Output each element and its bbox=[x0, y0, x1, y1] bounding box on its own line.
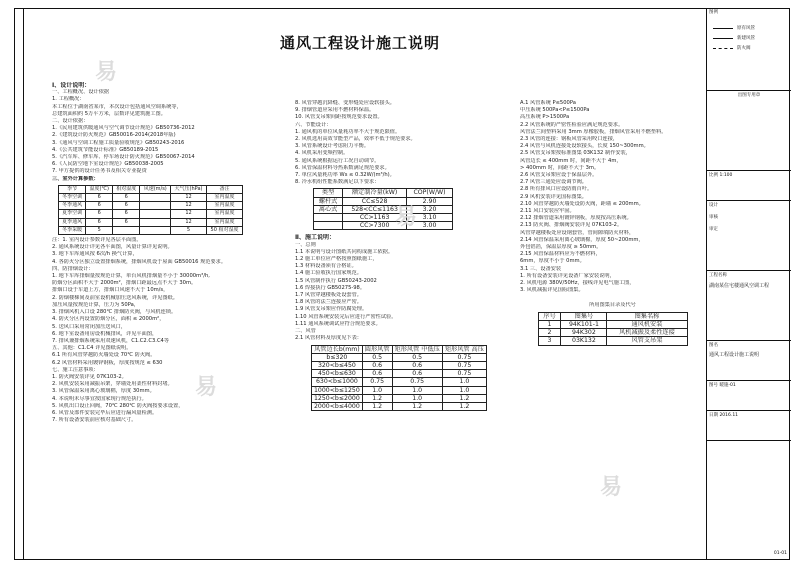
text-line: 防烟分区面积不大于 2000m²，排烟口距最远点不大于 30m。 bbox=[52, 280, 197, 287]
text-line: 6.1 所有风管穿越防火墙处设 70℃ 防火阀。 bbox=[52, 352, 156, 359]
text-line: 本工程位于湖南省某市，本次设计包括通风空调系统等， bbox=[52, 103, 182, 110]
table-cell bbox=[140, 226, 171, 234]
table-cell: 630<b≤1000 bbox=[312, 378, 363, 386]
design-notes-heading: Ⅰ、设计说明： bbox=[52, 82, 91, 89]
header-cell: 圆形风管 bbox=[362, 345, 392, 353]
sheet-no-label: 图号 bbox=[709, 383, 718, 388]
header-cell: 矩形风管 高压 bbox=[442, 345, 486, 353]
table-cell: 3.10 bbox=[407, 214, 453, 222]
text-line: 2.3 风管的连接：钢板风管采用咬口连接， bbox=[520, 136, 619, 143]
watermark: 易 bbox=[600, 475, 623, 500]
header-cell: 备注 bbox=[207, 185, 243, 193]
table-cell: 3.20 bbox=[407, 205, 453, 213]
table-row bbox=[314, 222, 453, 230]
text-line: 1.10 风管系统安装完后应进行严密性试验。 bbox=[295, 313, 397, 320]
header-cell: 季节 bbox=[59, 185, 86, 193]
table-row bbox=[59, 202, 243, 210]
legend-box bbox=[707, 8, 791, 90]
table-cell: 1.0 bbox=[392, 386, 442, 394]
energy-notes bbox=[295, 100, 515, 186]
text-line: > 400mm 时，间距不大于 3m。 bbox=[520, 164, 600, 171]
text-line: 1.8 风管的法兰连接应严密。 bbox=[295, 299, 362, 306]
scale-box bbox=[707, 170, 791, 200]
page-title: 通风工程设计施工说明 bbox=[280, 34, 441, 52]
text-line: 5.《汽车库、修车库、停车场设计防火规范》GB50067-2014 bbox=[52, 154, 195, 161]
text-line: 2.《建筑设计防火规范》GB50016-2014(2018年版) bbox=[52, 132, 176, 139]
text-line: 风管穿越楼板处应设钢套管，管间隙填防火材料， bbox=[520, 229, 635, 236]
text-line: 2. 通风系统设计详见各平面图，风量计算详见说明。 bbox=[52, 244, 173, 251]
sheet-no-box bbox=[707, 380, 791, 410]
table-cell: 室内温度 bbox=[207, 202, 243, 210]
header-cell: 风速(m/s) bbox=[140, 185, 171, 193]
text-line: 2.11 风口安装应牢固。 bbox=[520, 208, 575, 215]
table-cell: 风管支吊架 bbox=[607, 337, 687, 345]
table-cell: 12 bbox=[171, 202, 207, 210]
text-line: 七、施工注意事项： bbox=[52, 366, 99, 373]
table-row bbox=[312, 386, 487, 394]
section-heading: 三、室外计算参数： bbox=[52, 175, 99, 182]
text-line: 2.13 防火阀、排烟阀安装详见 07K103-2。 bbox=[520, 222, 623, 229]
text-line: 4. 风机采用变频控制。 bbox=[295, 150, 349, 157]
text-line: 1. 通风机的单位风量耗功率不大于规范限值。 bbox=[295, 128, 401, 135]
section-heading: 一、工程概况、设计依据 bbox=[52, 89, 110, 96]
table-cell: 2000<b≤4000 bbox=[312, 402, 363, 410]
table-cell: 1.0 bbox=[392, 394, 442, 402]
table-cell: CC≤528 bbox=[343, 197, 407, 205]
table-cell: 320<b≤450 bbox=[312, 361, 363, 369]
text-line: 1.3 材料设备须有合格证。 bbox=[295, 263, 357, 270]
date-value: 2016.11 bbox=[719, 413, 739, 418]
design-notes-body bbox=[52, 237, 280, 424]
text-line: 6. 风管保温材料导热系数满足规范要求。 bbox=[295, 164, 390, 171]
construction-notes bbox=[295, 242, 515, 343]
table-cell: 0.75 bbox=[392, 378, 442, 386]
project-label: 工程名称 bbox=[709, 273, 727, 278]
table-cell: 通风机安装 bbox=[607, 320, 687, 328]
text-line: 2.7 风管三通处应设调节阀。 bbox=[520, 179, 587, 186]
table-cell: 0.75 bbox=[442, 361, 486, 369]
legend-line bbox=[713, 28, 733, 29]
table-row bbox=[312, 402, 487, 410]
text-line: A.1 风管系统 P≤500Pa bbox=[520, 100, 576, 106]
table-row bbox=[312, 394, 487, 402]
table-cell: 风机减振及柔性连接 bbox=[607, 329, 687, 337]
text-line: 1.11 通风系统调试应符合规范要求。 bbox=[295, 320, 381, 327]
text-line: 高压系统 P>1500Pa bbox=[520, 114, 570, 121]
text-line: 2.6 风管支吊架应设于保温层外。 bbox=[520, 172, 598, 179]
text-line: 5. 送风口采用常闭加压送风口， bbox=[52, 323, 127, 330]
table-cell: b≤320 bbox=[312, 353, 363, 361]
table-cell: 0.6 bbox=[392, 370, 442, 378]
table-cell: 3.00 bbox=[407, 222, 453, 230]
project-name: 湖南某住宅楼通风空调工程 bbox=[709, 283, 770, 289]
legend-line bbox=[713, 38, 733, 39]
text-line: 2.8 所有排风口应设防雨百叶。 bbox=[520, 186, 593, 193]
drawing-name-box bbox=[707, 340, 791, 380]
table-cell: 6 bbox=[86, 218, 113, 226]
table-cell: 450<b≤630 bbox=[312, 370, 363, 378]
text-line: 3. 风管保温采用离心玻璃棉，厚度 30mm。 bbox=[52, 388, 155, 395]
table-cell: 夏季通风 bbox=[59, 218, 86, 226]
text-line: 4.《公共建筑节能设计标准》GB50189-2015 bbox=[52, 146, 159, 153]
text-line: 7. 甲方提供的设计任务书及相关专业提资 bbox=[52, 168, 147, 175]
table-cell: 冬季通风 bbox=[59, 202, 86, 210]
table-cell: 94K302 bbox=[561, 329, 607, 337]
header-cell: 相对湿度 bbox=[113, 185, 140, 193]
legend-item: 防火阀 bbox=[737, 46, 751, 51]
table-cell: CC>7300 bbox=[343, 222, 407, 230]
table-cell: 6 bbox=[86, 210, 113, 218]
signature-box bbox=[707, 200, 791, 270]
text-line: 5. 风机出口设止回阀，70℃ 280℃ 防火阀按要求设置， bbox=[52, 402, 184, 409]
table-cell: 1 bbox=[538, 320, 561, 328]
table-cell: 1000<b≤1250 bbox=[312, 386, 363, 394]
table-cell: 1.2 bbox=[392, 402, 442, 410]
header-cell: 图集名称 bbox=[607, 312, 687, 320]
text-line: 外包铝箔，保温层厚度 ≥ 50mm。 bbox=[520, 244, 602, 251]
table-row bbox=[312, 353, 487, 361]
table-cell: 1250<b≤2000 bbox=[312, 394, 363, 402]
scale-label: 比例 bbox=[709, 173, 718, 178]
table-cell: 03K132 bbox=[561, 337, 607, 345]
table-cell: 夏季空调 bbox=[59, 210, 86, 218]
header-cell: 类型 bbox=[314, 189, 343, 197]
table-cell: 6 bbox=[113, 218, 140, 226]
table-cell: 0.6 bbox=[392, 361, 442, 369]
table-cell bbox=[140, 210, 171, 218]
text-line: 2.12 排烟管道采用镀锌钢板，厚度按高压系统。 bbox=[520, 215, 632, 222]
table-cell: 0.6 bbox=[362, 370, 392, 378]
header-cell: 大气压(hPa) bbox=[171, 185, 207, 193]
drawing-label: 图名 bbox=[709, 343, 718, 348]
table-cell: 0.5 bbox=[392, 353, 442, 361]
text-line: 3. 排烟风机入口设 280℃ 排烟防火阀，与风机连锁。 bbox=[52, 309, 177, 316]
scale-value: 1:100 bbox=[719, 173, 733, 178]
table-cell: 0.5 bbox=[362, 353, 392, 361]
stamp-box bbox=[707, 90, 791, 170]
page-box bbox=[707, 440, 791, 560]
text-line: 2. 风机选用高效节能型产品，效率不低于规范要求。 bbox=[295, 136, 416, 143]
text-line: 3. 风机减振详见国标图集。 bbox=[520, 287, 584, 294]
table-cell: 528<CC≤1163 bbox=[343, 205, 407, 213]
table-cell: 1.2 bbox=[442, 394, 486, 402]
legend-title: 图例 bbox=[709, 10, 718, 15]
text-line: 2.14 风管保温采用离心玻璃棉，厚度 50~200mm， bbox=[520, 236, 644, 243]
table-row bbox=[312, 378, 487, 386]
table-cell: 1.0 bbox=[442, 386, 486, 394]
table-header bbox=[538, 312, 687, 320]
text-line: 4. 本说明未尽事宜按国家现行规范执行。 bbox=[52, 395, 147, 402]
header-cell: 序号 bbox=[538, 312, 561, 320]
table-row bbox=[59, 218, 243, 226]
header-cell: COP(W/W) bbox=[407, 189, 453, 197]
text-line: 总建筑面积约 5万平方米，层数详见建筑施工图。 bbox=[52, 110, 166, 117]
title-block bbox=[706, 8, 790, 560]
table-cell: 离心式 bbox=[314, 205, 343, 213]
text-line: 6mm，厚度不小于 0mm。 bbox=[520, 258, 585, 265]
watermark: 易 bbox=[195, 375, 218, 400]
text-line: 2. 防烟楼梯间及前室设机械加压送风系统，详见图纸。 bbox=[52, 294, 178, 301]
table-cell: 1.2 bbox=[362, 402, 392, 410]
table-cell bbox=[314, 222, 343, 230]
header-cell: 图集号 bbox=[561, 312, 607, 320]
text-line: 7. 单位风量耗功率 Ws ≤ 0.32W/(m³/h)。 bbox=[295, 172, 395, 179]
chiller-cop-table bbox=[313, 188, 453, 230]
text-line: 2.2 风管系统的严密性检验应满足规范要求。 bbox=[520, 121, 624, 128]
table-cell: 12 bbox=[171, 218, 207, 226]
table-cell: 6 bbox=[113, 210, 140, 218]
text-line: 1.2 施工单位应严格按照图纸施工， bbox=[295, 256, 378, 263]
text-line: 加压风量按规范计算，压力为 50Pa， bbox=[52, 301, 139, 308]
text-line: 注：1. 室内设计参数详见各层平面图。 bbox=[52, 237, 142, 244]
table-row bbox=[312, 370, 487, 378]
check-label: 审核 bbox=[709, 215, 718, 220]
text-line: 1.7 风管穿越楼板处设套管。 bbox=[295, 292, 362, 299]
table-cell: 0.75 bbox=[442, 370, 486, 378]
text-line: 六、节能设计： bbox=[295, 121, 332, 128]
page-number: 01-01 bbox=[773, 551, 787, 556]
construction-notes-column bbox=[520, 100, 705, 346]
header-cell: 风管边长b(mm) bbox=[312, 345, 363, 353]
table-cell: 6 bbox=[86, 202, 113, 210]
text-line: 2.4 风管与风机连接处设软接头，长度 150~300mm。 bbox=[520, 143, 649, 150]
text-line: 二、设计依据： bbox=[52, 118, 89, 125]
table-cell: 2.90 bbox=[407, 197, 453, 205]
table-cell bbox=[140, 202, 171, 210]
table-cell: 6 bbox=[113, 202, 140, 210]
watermark: 易 bbox=[395, 205, 418, 230]
design-notes-column bbox=[52, 82, 280, 424]
table-cell: 94K101-1 bbox=[561, 320, 607, 328]
header-cell: 额定制冷量(kW) bbox=[343, 189, 407, 197]
table-cell: 室内温度 bbox=[207, 210, 243, 218]
text-line: 1.1 本说明与设计图纸共同构成施工依据。 bbox=[295, 248, 394, 255]
table-row bbox=[59, 210, 243, 218]
table-row bbox=[538, 329, 687, 337]
date-box bbox=[707, 410, 791, 440]
atlas-table bbox=[538, 312, 688, 346]
text-line: 风管法兰间垫料采用 3mm 厚橡胶板，排烟风管采用不燃垫料。 bbox=[520, 128, 667, 135]
text-line: 3.1 三、设备安装 bbox=[520, 265, 562, 272]
text-line: 1. 工程概况： bbox=[52, 96, 85, 103]
text-line: 一、总则 bbox=[295, 241, 316, 248]
text-line: 1.6 焊接执行 GB50275-98。 bbox=[295, 284, 366, 291]
text-line: 10. 风管支吊架间距按规范要求设置。 bbox=[295, 114, 383, 121]
header-cell: 温度(℃) bbox=[86, 185, 113, 193]
text-line: 四、防排烟设计： bbox=[52, 265, 94, 272]
text-line: 6. 风管及部件安装完毕后应进行漏风量检测。 bbox=[52, 409, 158, 416]
text-line: 3. 地下车库通风按 6次/h 换气计算， bbox=[52, 251, 138, 258]
project-box bbox=[707, 270, 791, 340]
design-label: 设计 bbox=[709, 203, 718, 208]
text-line: 4. 防火分区内设置防烟分区，面积 ≤ 2000m²， bbox=[52, 316, 165, 323]
table-cell: 0.75 bbox=[442, 353, 486, 361]
table-row bbox=[314, 205, 453, 213]
drawing-name: 通风工程设计施工说明 bbox=[709, 352, 760, 358]
legend-item: 新建风管 bbox=[737, 36, 755, 41]
table-cell: 50 相对湿度 bbox=[207, 226, 243, 234]
table-cell bbox=[140, 194, 171, 202]
table-cell bbox=[140, 218, 171, 226]
text-line: 7. 所有设备安装前应核对基础尺寸。 bbox=[52, 417, 137, 424]
table-cell: 5 bbox=[171, 226, 207, 234]
text-line: 3. 风管系统设计考虑阻力平衡。 bbox=[295, 143, 370, 150]
legend-line bbox=[713, 48, 733, 49]
text-line: 1. 地下车库排烟量按规范计算，单台风机排烟量不小于 30000m³/h, bbox=[52, 273, 210, 280]
table-row bbox=[59, 226, 243, 234]
table-cell: 螺杆式 bbox=[314, 197, 343, 205]
header-cell: 矩形风管 中低压 bbox=[392, 345, 442, 353]
text-line: 2.15 风管保温材料应为不燃材料， bbox=[520, 251, 601, 258]
text-line: 风管边长 ≤ 400mm 时，间距不大于 4m， bbox=[520, 157, 622, 164]
text-line: 6.《人民防空地下室设计规范》GB50038-2005 bbox=[52, 161, 164, 168]
climate-parameter-table bbox=[58, 185, 243, 235]
text-line: 2. 风机电源 380V/50Hz，接线详见电气施工图， bbox=[520, 280, 635, 287]
table-row bbox=[314, 214, 453, 222]
table-cell: 2 bbox=[538, 329, 561, 337]
duct-notes bbox=[520, 100, 705, 294]
text-line: 8. 风管穿越沉降缝、变形缝处应设软接头。 bbox=[295, 100, 395, 106]
table-cell: 5 bbox=[86, 226, 113, 234]
table-row bbox=[59, 194, 243, 202]
text-line: 6.2 风管材料采用镀锌钢板，厚度按规范 ≤ 630 bbox=[52, 359, 163, 366]
table-row bbox=[314, 197, 453, 205]
sheet-no: 暖施-01 bbox=[719, 383, 736, 388]
table-header bbox=[314, 189, 453, 197]
table-cell: 3 bbox=[538, 337, 561, 345]
stamp-label: 出图专用章 bbox=[737, 93, 761, 98]
text-line: 6. 地下室设备用房设机械排风，详见平面图， bbox=[52, 330, 158, 337]
table-cell: 1.2 bbox=[442, 402, 486, 410]
text-line: 1.5 风管制作执行 GB50243-2002 bbox=[295, 277, 377, 284]
text-line: 2.9 风机安装详见国标图集。 bbox=[520, 193, 587, 200]
approve-label: 审定 bbox=[709, 227, 718, 232]
duct-thickness-table bbox=[311, 345, 487, 412]
table-header bbox=[59, 185, 243, 193]
table-cell: 冬季采暖 bbox=[59, 226, 86, 234]
text-line: 中压系统 500Pa<P≤1500Pa bbox=[520, 107, 590, 114]
text-line: 3.《通风与空调工程施工质量验收规范》GB50243-2016 bbox=[52, 139, 185, 146]
text-line: 二、风管 bbox=[295, 328, 316, 335]
atlas-table-title: 所用图集目录及代号 bbox=[589, 302, 636, 309]
table-cell: 冬季空调 bbox=[59, 194, 86, 202]
text-line: 4. 各防火分区独立设置排烟系统，排烟风机设于屋面 GB50016 规范要求。 bbox=[52, 258, 227, 265]
table-cell: 1.0 bbox=[362, 386, 392, 394]
date-label: 日期 bbox=[709, 413, 718, 418]
table-cell: 1.0 bbox=[442, 378, 486, 386]
table-cell: 1.2 bbox=[362, 394, 392, 402]
intro-paragraphs bbox=[52, 96, 280, 175]
table-cell: 12 bbox=[171, 210, 207, 218]
text-line: 7. 排风兼排烟系统采用双速风机，C1.C2.C3.C4等 bbox=[52, 337, 170, 344]
energy-notes-column bbox=[295, 100, 515, 411]
table-cell: 0.75 bbox=[362, 378, 392, 386]
text-line: 8. 冷水机组性能系数满足以下要求： bbox=[295, 179, 380, 186]
table-cell: 12 bbox=[171, 194, 207, 202]
text-line: 1.《民用建筑供暖通风与空气调节设计规范》GB50736-2012 bbox=[52, 125, 195, 132]
watermark: 易 bbox=[95, 60, 118, 85]
text-line: 2.10 风管穿越防火墙处设防火阀，距墙 ≤ 200mm。 bbox=[520, 200, 644, 207]
text-line: 五、其他：C1.C4 详见图纸说明。 bbox=[52, 345, 132, 352]
table-cell: CC>1163 bbox=[343, 214, 407, 222]
table-row bbox=[312, 361, 487, 369]
table-cell: 室内温度 bbox=[207, 194, 243, 202]
table-row bbox=[538, 337, 687, 345]
table-cell: 6 bbox=[113, 194, 140, 202]
text-line: 2.5 风管支吊架按标准图集 03K132 制作安装， bbox=[520, 150, 631, 157]
text-line: 2. 风机安装采用减振吊架，穿墙处用柔性材料封堵。 bbox=[52, 381, 173, 388]
text-line: 1.4 施工验收执行国家规范。 bbox=[295, 270, 362, 277]
table-cell: 室内温度 bbox=[207, 218, 243, 226]
text-line: 1. 所有设备安装详见设备厂家安装说明， bbox=[520, 272, 615, 279]
text-line: 9. 排烟管道应采用不燃材料保温。 bbox=[295, 107, 375, 114]
text-line: 2.1 风管材料及厚度见下表： bbox=[295, 335, 362, 342]
construction-notes-heading: Ⅱ、施工说明： bbox=[295, 234, 335, 242]
legend-item: 原有风管 bbox=[737, 26, 755, 31]
table-cell bbox=[314, 214, 343, 222]
text-line: 1.9 风管支吊架应作防腐处理。 bbox=[295, 306, 368, 313]
table-row bbox=[538, 320, 687, 328]
table-header bbox=[312, 345, 487, 353]
table-cell: 6 bbox=[86, 194, 113, 202]
text-line: 排烟口设于车道上方，排烟口风速不大于 10m/s， bbox=[52, 287, 169, 294]
text-line: 1. 防火阀安装详见 07K103-2。 bbox=[52, 373, 127, 380]
text-line: 5. 通风系统根据运行工况自动调节。 bbox=[295, 157, 380, 164]
table-cell bbox=[113, 226, 140, 234]
table-cell: 0.6 bbox=[362, 361, 392, 369]
